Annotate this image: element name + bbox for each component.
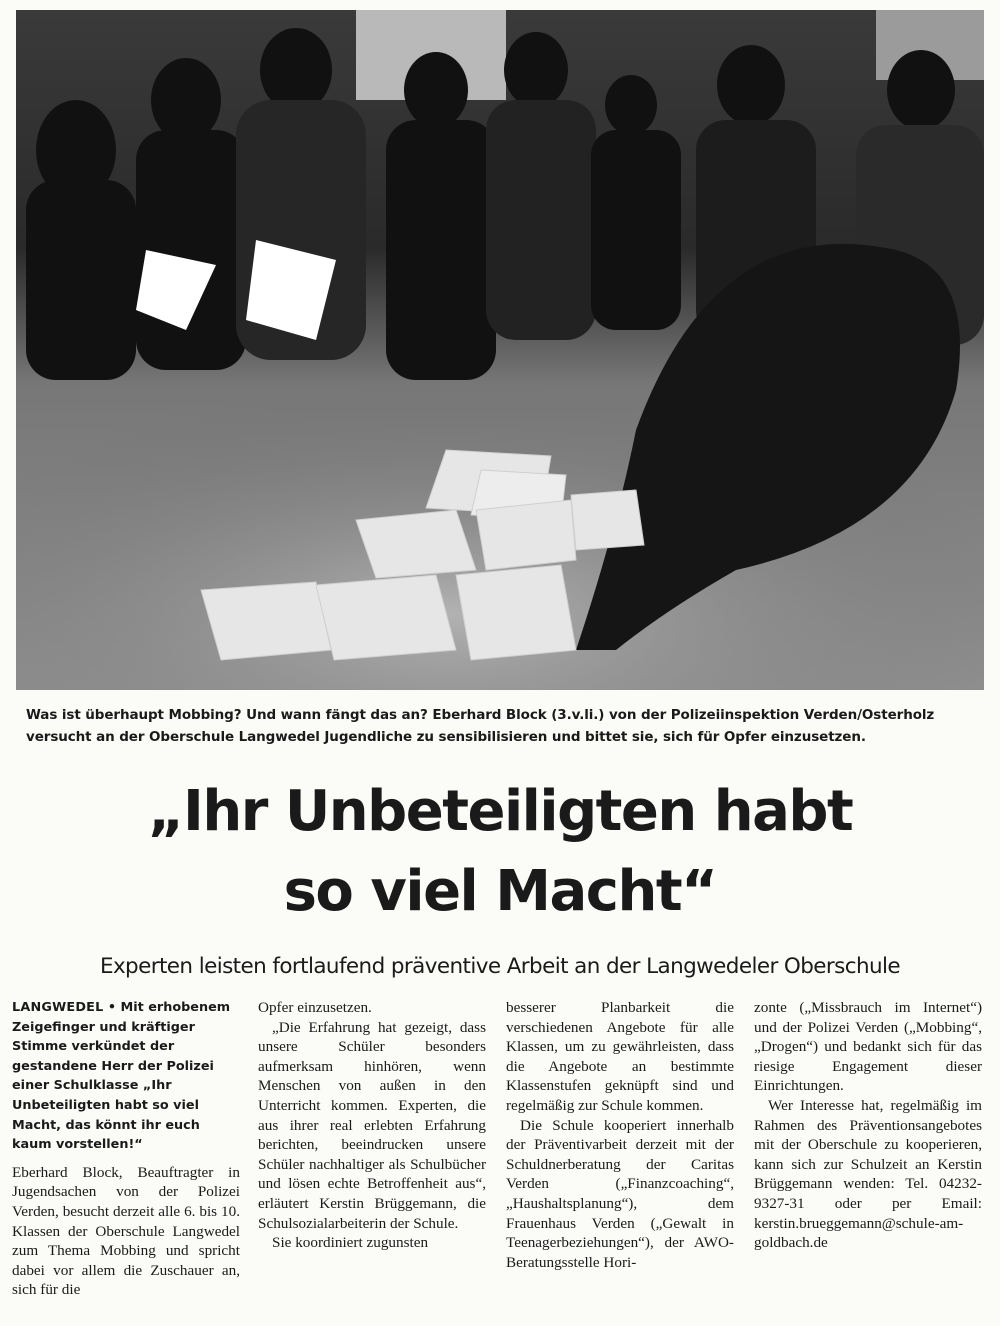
dateline: LANGWEDEL xyxy=(12,1000,104,1015)
headline xyxy=(0,772,1000,932)
headline-line-1: „Ihr Unbeteiligten habt xyxy=(147,779,853,844)
paragraph: Eberhard Block, Beauftragter in Jugendsachen von der Polizei Verden, besucht derzeit alle 6. bis 10. Klassen der Oberschule Langwedel zum Thema Mobbing und spricht dabei vor allem die Zuschauer an, sich für die xyxy=(12,1163,240,1299)
paragraph: Sie koordiniert zugunsten xyxy=(272,1234,429,1252)
paragraph: „Die Erfahrung hat gezeigt, dass unsere Schüler besonders aufmerksam hinhören, wenn Menschen von außen in den Unterricht kommen. Experten, die aus ihrer real erlebten Erfahrung berichten, beeindrucken unsere Schüler nachhaltiger als Schulbücher und lösen echte Betroffenheit aus“, erläutert Kerstin Brüggemann, die Schulsozialarbeiterin der Schule. xyxy=(258,1018,486,1232)
article-photo xyxy=(16,10,984,690)
article-body xyxy=(12,998,988,1318)
article-column-1 xyxy=(12,998,240,1300)
lead-paragraph xyxy=(12,998,240,1155)
paragraph: Wer Interesse hat, regelmäßig im Rahmen des Präventionsangebotes mit der Oberschule zu kooperieren, kann sich zur Schulzeit an Kerstin Brüggemann wenden: Tel. 04232-9327-31 oder per Email: kerstin.brueggemann@schule-am-goldbach.de xyxy=(754,1096,982,1252)
classroom-photo-icon xyxy=(16,10,984,690)
article-column-4 xyxy=(754,998,982,1253)
paragraph: besserer Planbarkeit die verschiedenen Angebote für alle Klassen, um zu gewährleisten, dass die Angebote an bestimmte Klassenstufen geknüpft sind und regelmäßig zur Schule kommen. xyxy=(506,999,734,1114)
lead-text: Mit erhobenem Zeigefinger und kräftiger Stimme verkündet der gestandene Herr der Polizei einer Schulklasse „Ihr Unbeteiligten habt so viel Macht, das könnt ihr euch kaum vorstellen!“ xyxy=(12,1000,231,1153)
paragraph: Die Schule kooperiert innerhalb der Präventivarbeit derzeit mit der Schuldnerberatung der Caritas Verden („Finanzcoaching“, „Haushaltsplanung“), dem Frauenhaus Verden („Gewalt in Teenagerbeziehungen“), der AWO-Beratungsstelle Hori- xyxy=(506,1116,734,1271)
paragraph: zonte („Missbrauch im Internet“) und der Polizei Verden („Mobbing“, „Drogen“) und bedankt sich für das riesige Engagement dieser Einrichtungen. xyxy=(754,999,982,1095)
photo-caption: Was ist überhaupt Mobbing? Und wann fängt das an? Eberhard Block (3.v.li.) von der Polizeiinspektion Verden/Osterholz versucht an der Oberschule Langwedel Jugendliche zu sensibilisieren und bittet sie, sich für Opfer einzusetzen. xyxy=(26,707,935,745)
headline-line-2: so viel Macht“ xyxy=(283,859,717,924)
article-column-3 xyxy=(506,998,734,1272)
dateline-separator: • xyxy=(103,1000,121,1015)
paragraph: Opfer einzusetzen. xyxy=(258,999,372,1016)
subheadline: Experten leisten fortlaufend präventive Arbeit an der Langwedeler Oberschule xyxy=(99,954,901,979)
article-column-2 xyxy=(258,998,486,1253)
